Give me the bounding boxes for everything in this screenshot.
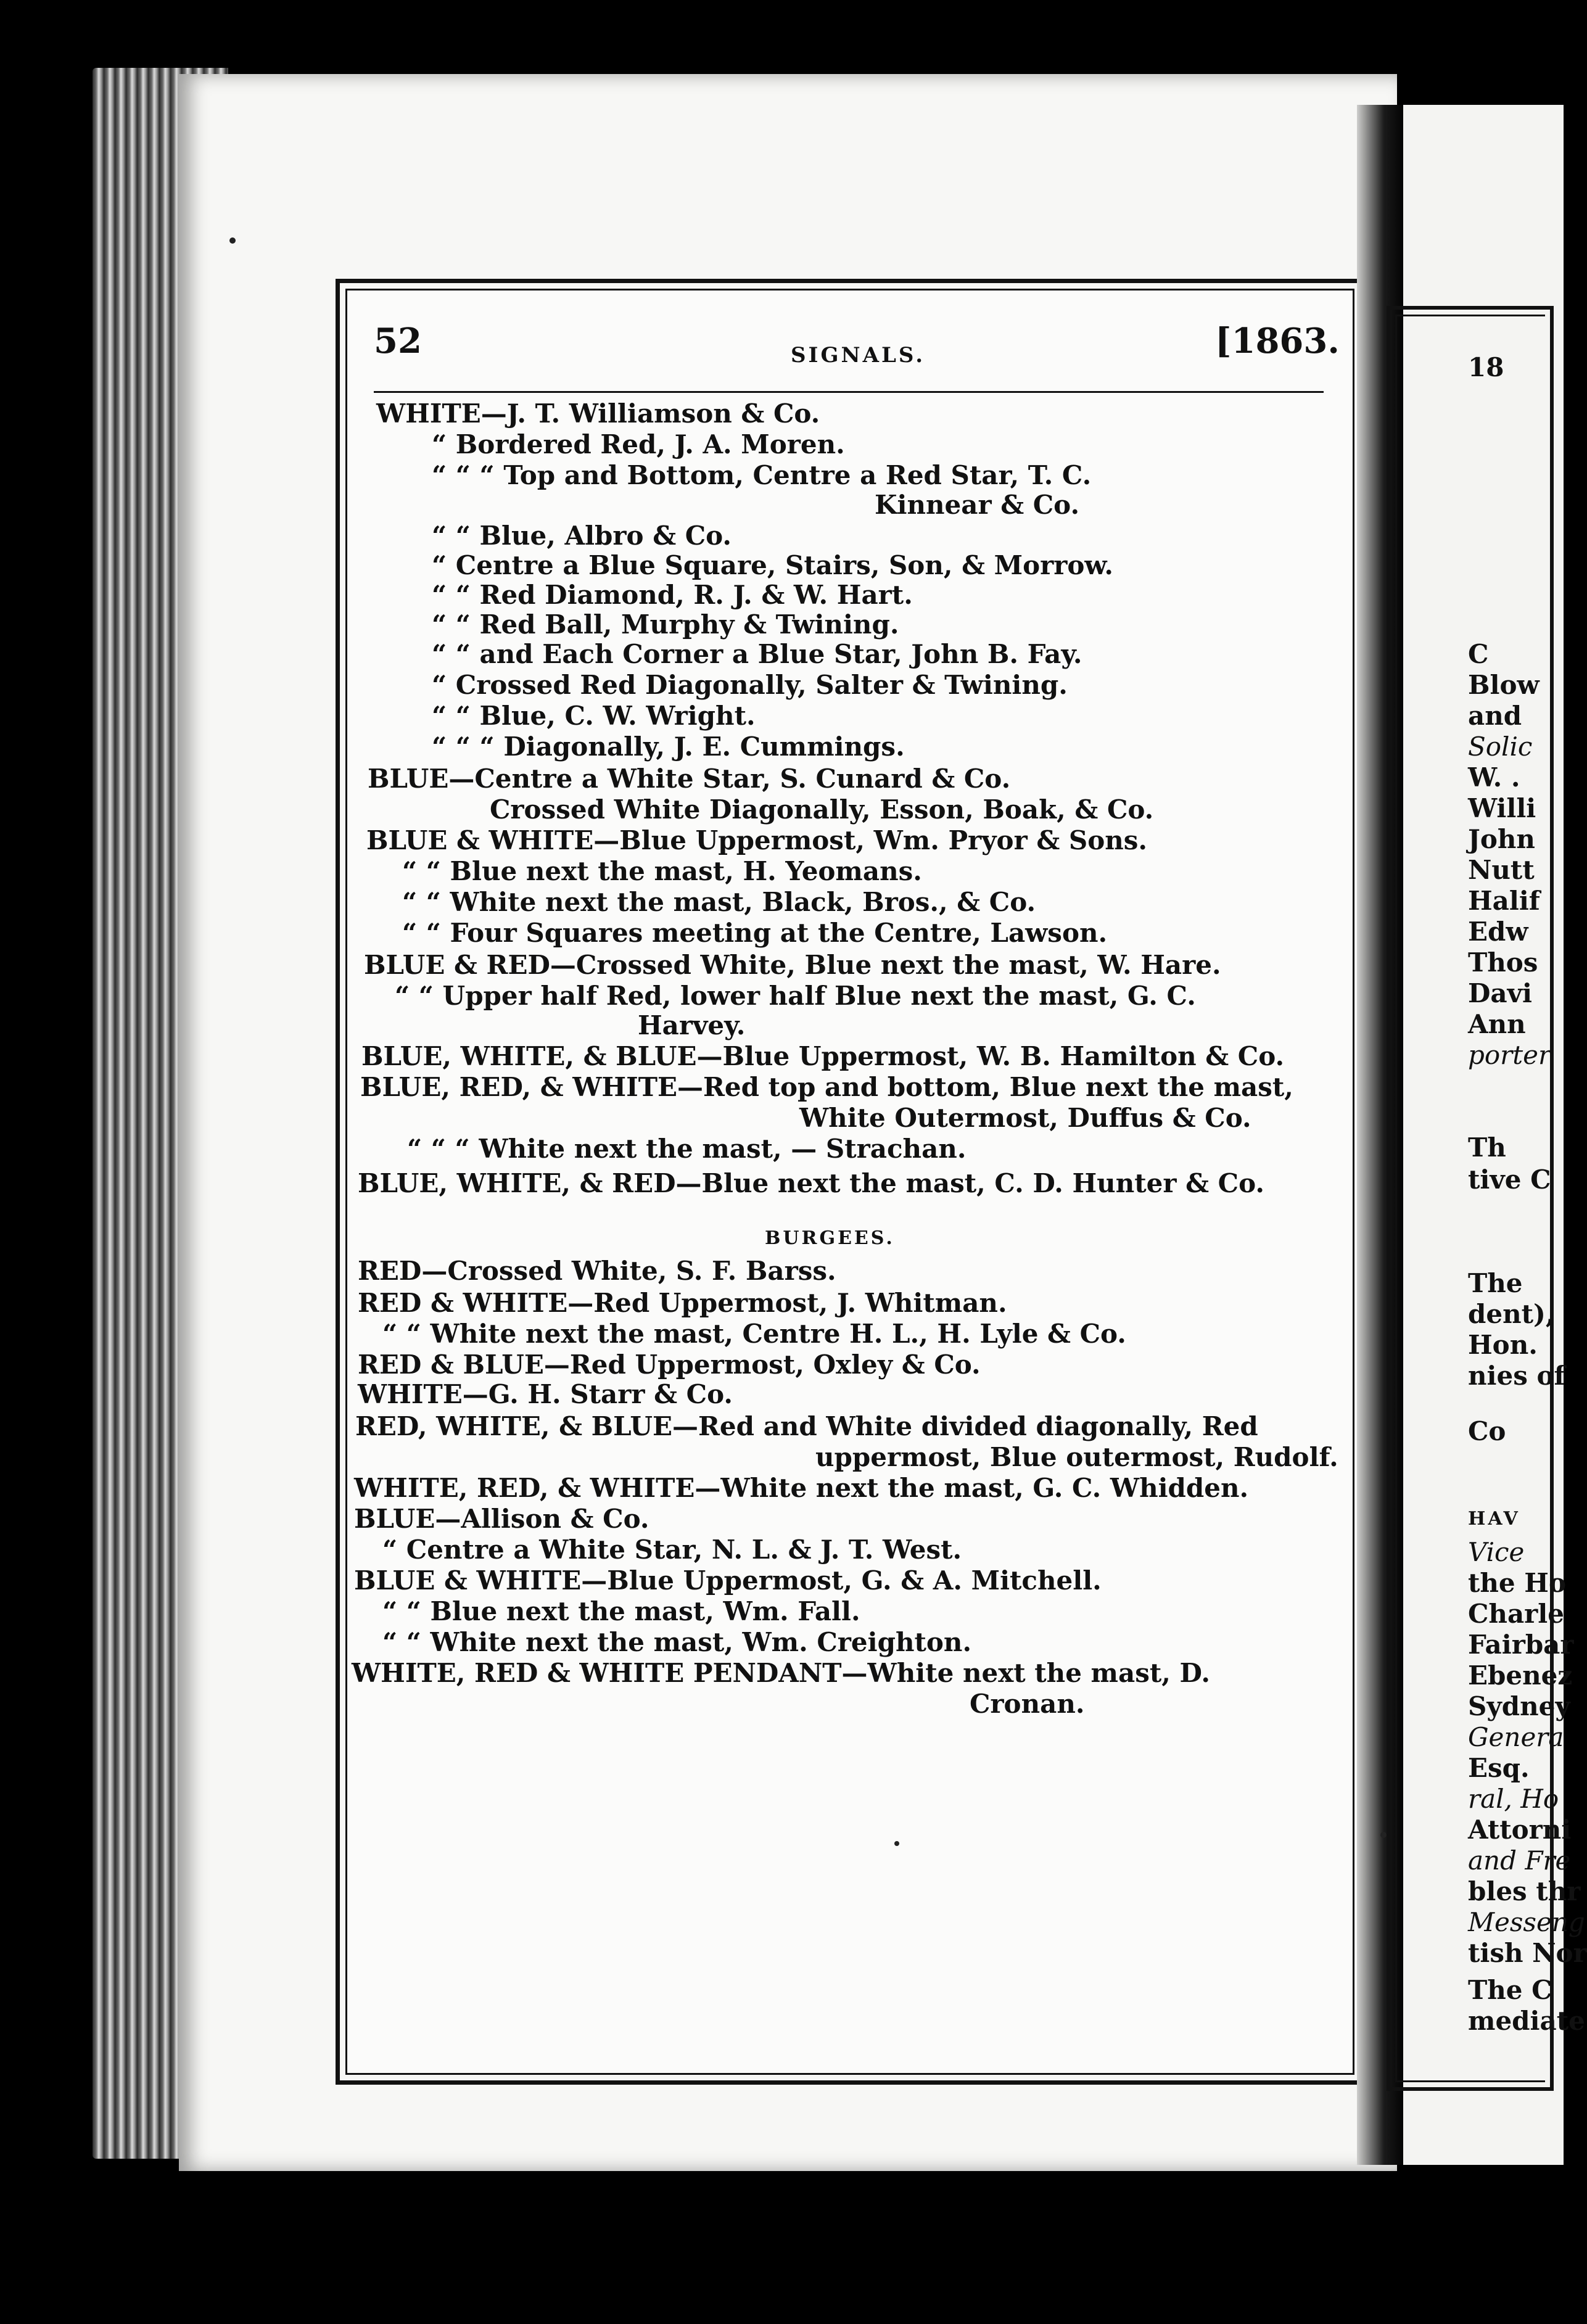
burgee-entry: “ “ White next the mast, Wm. Creighton. [382,1627,972,1657]
facing-line: Hon. [1468,1330,1538,1360]
facing-line: Nutt [1468,855,1535,885]
facing-line: The C [1468,1975,1552,2005]
facing-line: Vice [1468,1537,1525,1567]
facing-line: tish Nor [1468,1938,1587,1968]
signal-entry: “ “ Four Squares meeting at the Centre, Lawson. [402,918,1108,948]
facing-line: Edw [1468,917,1528,947]
facing-line: and [1468,701,1522,731]
signal-entry: “ “ Red Ball, Murphy & Twining. [432,609,899,640]
facing-line: C [1468,639,1489,669]
signal-entry: “ “ “ Top and Bottom, Centre a Red Star, T. C. [432,460,1092,490]
facing-line: mediate [1468,2006,1585,2036]
facing-line: HAV [1468,1508,1520,1530]
facing-line: Solic [1468,731,1533,762]
signal-entry: WHITE—J. T. Williamson & Co. [376,398,820,429]
facing-line: Thos [1468,947,1538,978]
signal-entry: Crossed White Diagonally, Esson, Boak, & Co. [490,794,1154,825]
facing-line: Willi [1468,793,1536,823]
facing-line: Charle [1468,1599,1564,1629]
facing-line: Messeng [1468,1907,1585,1937]
facing-line: W. . [1468,762,1520,793]
burgee-entry: RED & BLUE—Red Uppermost, Oxley & Co. [358,1349,981,1380]
signal-entry: Kinnear & Co. [875,490,1080,520]
signal-entry: “ Centre a Blue Square, Stairs, Son, & Morrow. [432,550,1113,580]
signal-entry: BLUE, WHITE, & RED—Blue next the mast, C. D. Hunter & Co. [358,1168,1264,1198]
burgee-entry: WHITE—G. H. Starr & Co. [358,1379,733,1409]
signal-entry: “ “ Blue, Albro & Co. [432,521,732,551]
running-head: SIGNALS. [791,343,926,368]
burgee-entry: “ Centre a White Star, N. L. & J. T. West. [382,1535,962,1565]
ink-speck [894,1841,899,1846]
facing-line: Ann [1468,1009,1526,1039]
facing-line: 18 [1468,352,1504,382]
burgee-entry: “ “ Blue next the mast, Wm. Fall. [382,1596,860,1626]
signal-entry: “ “ and Each Corner a Blue Star, John B. Fay. [432,639,1082,669]
burgee-entry: WHITE, RED & WHITE PENDANT—White next the mast, D. [352,1658,1211,1688]
facing-line: Co [1468,1416,1506,1446]
burgee-entry: “ “ White next the mast, Centre H. L., H. Lyle & Co. [382,1319,1126,1349]
ink-speck [1380,1832,1387,1838]
signal-entry: BLUE, RED, & WHITE—Red top and bottom, Blue next the mast, [360,1072,1293,1102]
signal-entry: BLUE & WHITE—Blue Uppermost, Wm. Pryor & Sons. [366,825,1148,855]
facing-line: Blow [1468,670,1540,700]
facing-line: the Ho [1468,1568,1566,1598]
facing-line: nies of [1468,1361,1565,1391]
header-rule [374,391,1324,393]
burgee-entry: BLUE & WHITE—Blue Uppermost, G. & A. Mitchell. [354,1565,1102,1596]
burgee-entry: RED & WHITE—Red Uppermost, J. Whitman. [358,1288,1007,1318]
facing-line: Davi [1468,978,1532,1008]
page-number: 52 [374,321,422,361]
facing-line: porter [1468,1040,1551,1070]
facing-line: Genera [1468,1722,1564,1752]
facing-line: Fairbar [1468,1630,1574,1660]
facing-line: The [1468,1268,1523,1298]
burgee-entry: BLUE—Allison & Co. [354,1504,649,1534]
facing-line: dent), [1468,1299,1555,1329]
facing-line: Th [1468,1132,1506,1163]
signal-entry: BLUE—Centre a White Star, S. Cunard & Co. [368,764,1011,794]
burgee-entry: RED—Crossed White, S. F. Barss. [358,1256,836,1286]
facing-line: Ebenez [1468,1660,1573,1691]
burgee-entry: uppermost, Blue outermost, Rudolf. [815,1442,1338,1472]
facing-line: ral, Ho [1468,1784,1559,1814]
signal-entry: BLUE, WHITE, & BLUE—Blue Uppermost, W. B. Hamilton & Co. [361,1041,1285,1071]
facing-line: Attorni [1468,1815,1572,1845]
facing-line: Sydney [1468,1691,1570,1721]
signal-entry: “ “ Blue, C. W. Wright. [432,701,756,731]
burgee-entry: Cronan. [970,1689,1085,1719]
signal-entry: “ “ Upper half Red, lower half Blue next the mast, G. C. [395,981,1196,1011]
signal-entry: White Outermost, Duffus & Co. [799,1103,1251,1133]
ink-speck [229,237,236,244]
facing-line: bles thr [1468,1876,1581,1906]
facing-line: Esq. [1468,1753,1530,1783]
section-heading: BURGEES. [765,1227,895,1249]
signal-entry: “ “ Red Diamond, R. J. & W. Hart. [432,580,913,610]
signal-entry: “ “ “ White next the mast, — Strachan. [407,1134,967,1164]
signal-entry: “ “ “ Diagonally, J. E. Cummings. [432,731,905,762]
signal-entry: “ Bordered Red, J. A. Moren. [432,429,845,459]
signal-entry: “ “ Blue next the mast, H. Yeomans. [402,856,922,886]
signal-entry: BLUE & RED—Crossed White, Blue next the mast, W. Hare. [364,950,1221,980]
facing-line: Halif [1468,886,1540,916]
facing-line: and Fre [1468,1845,1571,1876]
burgee-entry: RED, WHITE, & BLUE—Red and White divided diagonally, Red [355,1411,1258,1441]
signal-entry: “ Crossed Red Diagonally, Salter & Twining. [432,670,1068,700]
facing-line: tive C [1468,1164,1551,1195]
burgee-entry: WHITE, RED, & WHITE—White next the mast, G. C. Whidden. [354,1473,1249,1503]
page-year: [1863. [1215,321,1340,361]
signal-entry: “ “ White next the mast, Black, Bros., & Co. [402,887,1036,917]
facing-line: John [1468,824,1535,854]
signal-entry: Harvey. [638,1010,746,1040]
